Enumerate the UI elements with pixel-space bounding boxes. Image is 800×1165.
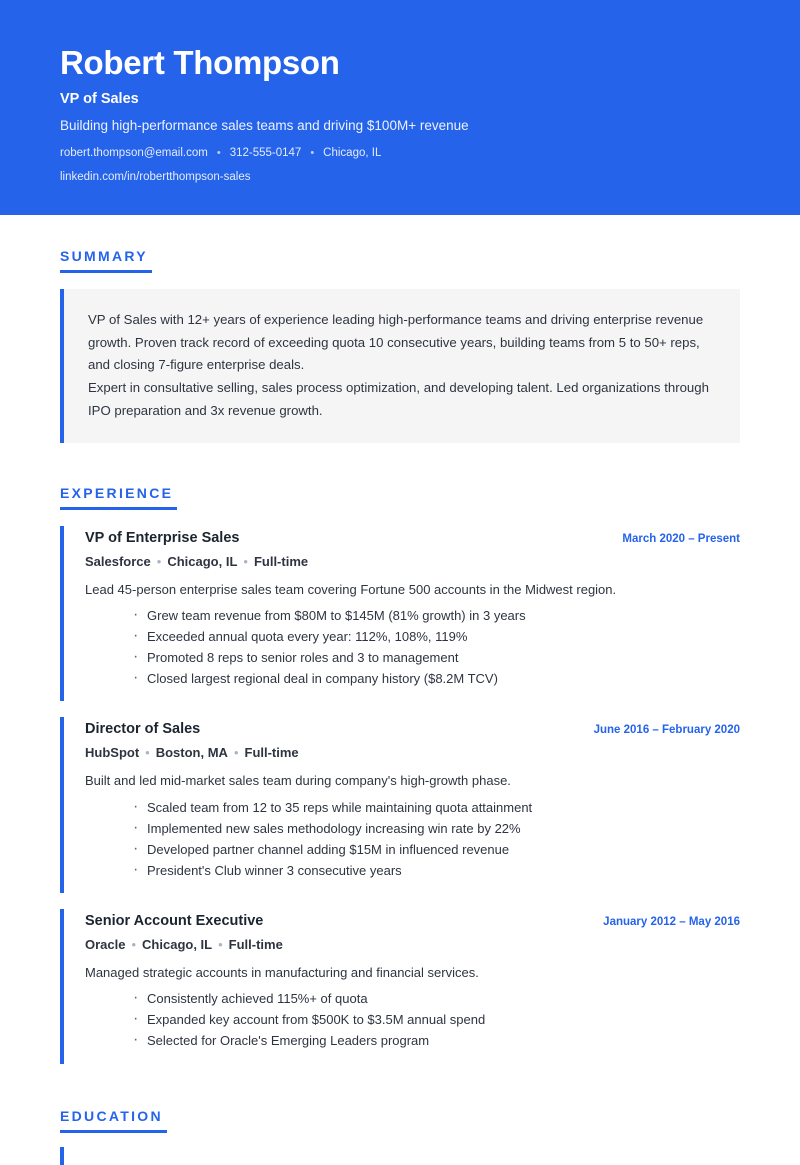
experience-location: Chicago, IL bbox=[142, 936, 213, 952]
experience-entry-header bbox=[85, 913, 740, 929]
section-summary bbox=[60, 248, 740, 443]
experience-role: Senior Account Executive bbox=[85, 912, 264, 929]
meta-separator-icon: • bbox=[243, 553, 248, 569]
resume-body bbox=[0, 248, 800, 1165]
experience-date-range: June 2016 – February 2020 bbox=[593, 724, 740, 737]
contact-email[interactable]: robert.thompson@email.com bbox=[60, 146, 208, 159]
experience-entry-header bbox=[85, 721, 740, 737]
experience-bullet: · Selected for Oracle's Emerging Leaders program bbox=[133, 1030, 740, 1051]
experience-description: Lead 45-person enterprise sales team covering Fortune 500 accounts in the Midwest region. bbox=[85, 581, 617, 597]
meta-separator-icon: • bbox=[218, 936, 223, 952]
meta-separator-icon: • bbox=[145, 745, 150, 761]
experience-bullet: · Promoted 8 reps to senior roles and 3 to management bbox=[133, 647, 740, 668]
experience-entry bbox=[60, 526, 740, 702]
section-underline bbox=[60, 270, 152, 273]
contact-separator-icon: • bbox=[216, 146, 221, 159]
meta-separator-icon: • bbox=[131, 936, 137, 952]
experience-bullet: · Grew team revenue from $80M to $145M (81% growth) in 3 years bbox=[133, 605, 740, 626]
contact-phone[interactable]: 312-555-0147 bbox=[229, 146, 302, 159]
contact-line-secondary bbox=[60, 171, 740, 183]
section-underline bbox=[60, 1130, 167, 1133]
experience-employment-type: Full-time bbox=[253, 553, 309, 569]
experience-role: Director of Sales bbox=[85, 721, 201, 738]
experience-description: Built and led mid-market sales team during company's high-growth phase. bbox=[85, 773, 511, 789]
experience-bullet: · President's Club winner 3 consecutive years bbox=[133, 860, 740, 881]
experience-employment-type: Full-time bbox=[244, 745, 299, 761]
experience-employment-type: Full-time bbox=[228, 936, 283, 952]
contact-location: Chicago, IL bbox=[323, 146, 382, 159]
education-section-title: EDUCATION bbox=[60, 1107, 163, 1124]
page-title: Robert Thompson bbox=[60, 44, 340, 81]
education-section-head bbox=[60, 1109, 167, 1133]
experience-meta bbox=[85, 937, 740, 952]
experience-bullet: · Closed largest regional deal in company history ($8.2M TCV) bbox=[133, 668, 740, 689]
meta-separator-icon: • bbox=[156, 553, 162, 569]
experience-bullet-list bbox=[85, 797, 740, 881]
experience-entry bbox=[60, 909, 740, 1064]
experience-bullet: · Consistently achieved 115%+ of quota bbox=[133, 988, 740, 1009]
summary-box bbox=[60, 289, 740, 443]
summary-section-title: SUMMARY bbox=[60, 248, 148, 264]
experience-date-range: March 2020 – Present bbox=[622, 532, 740, 545]
experience-company: HubSpot bbox=[85, 745, 140, 761]
experience-section-head bbox=[60, 486, 177, 510]
meta-separator-icon: • bbox=[233, 745, 239, 761]
experience-location: Chicago, IL bbox=[167, 553, 238, 569]
section-underline bbox=[60, 507, 177, 510]
contact-line-primary bbox=[60, 147, 740, 159]
experience-entry-header bbox=[85, 530, 740, 546]
experience-company: Oracle bbox=[85, 936, 126, 952]
experience-bullet: · Developed partner channel adding $15M in influenced revenue bbox=[133, 839, 740, 860]
experience-section-title: EXPERIENCE bbox=[60, 484, 174, 501]
education-entry-truncated bbox=[60, 1147, 740, 1165]
experience-meta bbox=[85, 745, 740, 760]
experience-meta bbox=[85, 554, 740, 569]
section-experience bbox=[60, 485, 740, 1064]
experience-bullet: · Exceeded annual quota every year: 112%, 108%, 119% bbox=[133, 626, 740, 647]
experience-bullet-list bbox=[85, 605, 740, 689]
experience-bullet: · Scaled team from 12 to 35 reps while maintaining quota attainment bbox=[133, 797, 740, 818]
experience-entry bbox=[60, 717, 740, 893]
contact-linkedin[interactable]: linkedin.com/in/robertthompson-sales bbox=[60, 170, 251, 183]
contact-separator-icon: • bbox=[310, 146, 315, 159]
experience-location: Boston, MA bbox=[155, 745, 228, 761]
section-education bbox=[60, 1108, 740, 1165]
resume-header bbox=[0, 0, 800, 215]
experience-role: VP of Enterprise Sales bbox=[85, 529, 240, 546]
header-job-title: VP of Sales bbox=[60, 90, 139, 107]
experience-description: Managed strategic accounts in manufacturing and financial services. bbox=[85, 964, 479, 980]
experience-bullet: · Implemented new sales methodology increasing win rate by 22% bbox=[133, 818, 740, 839]
experience-company: Salesforce bbox=[85, 553, 151, 569]
summary-paragraph: VP of Sales with 12+ years of experience leading high-performance teams and driving enterprise revenue growth. Proven track record of exceeding quota 10 consecutive years, building teams from 5 to 50+ reps, and closing 7-figure enterprise deals. bbox=[88, 312, 704, 373]
experience-list bbox=[60, 526, 740, 1064]
experience-bullet-list bbox=[85, 988, 740, 1051]
summary-section-head bbox=[60, 249, 152, 273]
header-tagline: Building high-performance sales teams and driving $100M+ revenue bbox=[60, 117, 469, 133]
experience-bullet: · Expanded key account from $500K to $3.5M annual spend bbox=[133, 1009, 740, 1030]
summary-paragraph: Expert in consultative selling, sales process optimization, and developing talent. Led organizations through IPO preparation and 3x revenue growth. bbox=[88, 380, 709, 418]
experience-date-range: January 2012 – May 2016 bbox=[603, 915, 740, 928]
